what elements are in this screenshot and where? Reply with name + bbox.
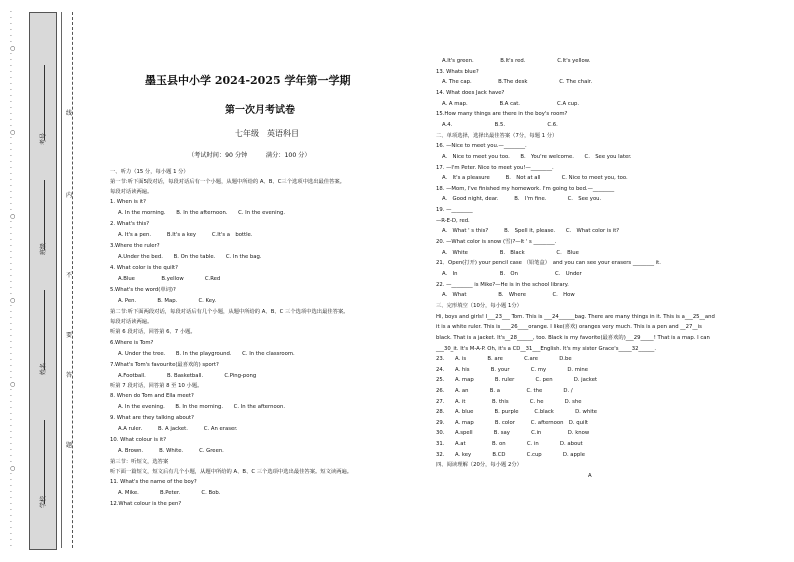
cut-dot: · <box>10 459 12 466</box>
cut-dot: · <box>10 531 12 538</box>
answer-options: A. In the morning. B. In the afternoon. C. In the evening. <box>118 210 286 216</box>
seal-word: 要 <box>66 332 73 339</box>
question-line: 28. A. blue B. purple C.black D. white <box>436 409 598 416</box>
answer-options: A.Under the bed. B. On the table. C. In the bag. <box>118 254 262 260</box>
field-label-name: 姓名 <box>40 362 47 375</box>
answer-options: A.4. B.5. C.6. <box>442 121 558 128</box>
answer-options: A.Blue B.yellow C.Red <box>118 276 221 282</box>
question-line: 27. A. it B. this C. he D. she <box>436 398 582 405</box>
answer-options: A. Pen. B. Map. C. Key. <box>118 298 217 304</box>
cut-dot: · <box>10 357 12 364</box>
question-line: 29. A. map B. color C. afternoon D. quilt <box>436 419 588 426</box>
question-line: 每段对话读两遍。 <box>110 319 153 325</box>
question-line: 第三节：听短文，选答案 <box>110 459 169 465</box>
cut-dot: · <box>10 219 12 226</box>
cut-dot: · <box>10 411 12 418</box>
answer-options: A. A map. B.A cat. C.A cup. <box>442 100 580 107</box>
binding-strip <box>29 12 57 550</box>
cut-dot: · <box>10 435 12 442</box>
cut-dot: · <box>10 519 12 526</box>
question-line: 2. What's this? <box>110 221 150 227</box>
question-line: 24. A. his B. your C. my D. mine <box>436 366 589 373</box>
question-line: 7.What's Tom's favourite(最喜欢的) sport? <box>110 362 219 368</box>
cut-dot: · <box>10 507 12 514</box>
cut-dot: · <box>10 513 12 520</box>
cut-dot: · <box>10 477 12 484</box>
cut-dot: ○ <box>10 465 16 472</box>
cut-dot: · <box>10 117 12 124</box>
cut-dot: ○ <box>10 45 16 52</box>
cut-dot: · <box>10 165 12 172</box>
question-line: 听第 6 段对话，回答第 6、7 小题。 <box>110 329 196 335</box>
dotted-cut-line <box>10 10 18 550</box>
cut-dot: · <box>10 93 12 100</box>
binding-margin <box>0 0 100 562</box>
answer-options: A. What B. Where C. How <box>442 292 575 299</box>
answer-options: A.It's green. B.It's red. C.It's yellow. <box>442 58 591 64</box>
cut-dot: · <box>10 261 12 268</box>
cut-dot: · <box>10 99 12 106</box>
cut-dot: · <box>10 87 12 94</box>
cut-dot: · <box>10 279 12 286</box>
question-line: 15.How many things are there in the boy's room? <box>436 111 568 118</box>
seal-word: 答 <box>66 372 73 379</box>
question-line: 第二节:听下面两段对话，每段对话后有几个小题，从题中所给的 A、B、C 三个选项中选出最佳答案。 <box>110 309 349 315</box>
cut-dot: · <box>10 315 12 322</box>
cut-dot: · <box>10 417 12 424</box>
field-label-school: 学校 <box>40 495 47 508</box>
question-line: 17. —I'm Peter. Nice to meet you!—________. <box>436 164 554 171</box>
cut-dot: · <box>10 195 12 202</box>
cut-dot: · <box>10 189 12 196</box>
passage-label: A <box>588 472 592 479</box>
cut-dot: · <box>10 489 12 496</box>
question-line: 26. A. an B. a C. the D. / <box>436 387 573 394</box>
exam-subject: 七年级 英语科目 <box>235 129 299 138</box>
cut-dot: · <box>10 183 12 190</box>
cut-dot: · <box>10 399 12 406</box>
answer-options: A. In B. On C. Under <box>442 271 582 277</box>
question-line: 18. —Mom, I've finished my homework. I'm going to bed.—________ <box>436 185 615 192</box>
cut-dot: · <box>10 267 12 274</box>
cut-dot: · <box>10 57 12 64</box>
cut-dot: · <box>10 81 12 88</box>
question-line: 第一节:听下面5段对话，每段对话后有一个小题，从题中所给的 A、B、C三个选项中选出最佳答案。 <box>110 179 345 185</box>
cut-dot: ○ <box>10 381 16 388</box>
cut-dot: · <box>10 495 12 502</box>
cut-dot: · <box>10 141 12 148</box>
question-line: 4. What color is the quilt? <box>110 265 178 271</box>
question-line: ___30_it. It's M-A-P. Oh, it's a CD__31___English. It's my sister Grace's_____32______. <box>436 345 657 352</box>
cut-dot: · <box>10 453 12 460</box>
cut-dot: · <box>10 285 12 292</box>
question-line: 听下面一篇短文，短文后有几个小题，从题中所给的 A、B、C 三个选项中选出最佳答案。短文读两遍。 <box>110 469 353 475</box>
cut-dot: · <box>10 273 12 280</box>
cut-dot: ○ <box>10 129 16 136</box>
cut-dot: · <box>10 171 12 178</box>
cut-dot: · <box>10 237 12 244</box>
cut-dot: · <box>10 429 12 436</box>
cut-dot: · <box>10 27 12 34</box>
cut-dot: · <box>10 387 12 394</box>
cut-dot: · <box>10 333 12 340</box>
cut-dot: · <box>10 231 12 238</box>
cut-dot: · <box>10 345 12 352</box>
exam-subtitle: 第一次月考试卷 <box>225 105 295 116</box>
cut-dot: · <box>10 255 12 262</box>
cut-dot: · <box>10 501 12 508</box>
question-line: it is a white ruler. This is____26____orange. I like(喜欢) oranges very much. This is a pen and __27__is <box>436 324 702 331</box>
question-line: 22. —________ is Mike?—He is in the school library. <box>436 281 569 288</box>
cut-dot: · <box>10 405 12 412</box>
question-line: 13. Whats blue? <box>436 68 479 75</box>
answer-options: A. Mike. B.Peter. C. Bob. <box>118 490 221 496</box>
cut-dot: ○ <box>10 213 16 220</box>
question-line: 19. —________ <box>436 207 473 214</box>
cut-dot: · <box>10 177 12 184</box>
cut-dot: · <box>10 51 12 58</box>
cut-dot: · <box>10 9 12 16</box>
cut-dot: · <box>10 105 12 112</box>
question-line: 9. What are they talking about? <box>110 415 194 421</box>
cut-dot: · <box>10 159 12 166</box>
seal-word: 题 <box>66 442 73 449</box>
cut-dot: · <box>10 309 12 316</box>
answer-options: A. White B. Black C. Blue <box>442 249 579 256</box>
question-line: 二、单项选择，选择出最佳答案（7分，每题 1 分） <box>436 132 558 139</box>
question-line: 11. What's the name of the boy? <box>110 479 197 485</box>
question-line: —R-E-D, red. <box>436 217 470 224</box>
cut-dot: · <box>10 147 12 154</box>
cut-dot: · <box>10 201 12 208</box>
answer-options: A. Good night, dear. B. I'm fine. C. See you. <box>442 196 602 203</box>
class-blank[interactable] <box>44 180 45 250</box>
answer-options: A. Under the tree. B. In the playground. C. In the classroom. <box>118 351 295 357</box>
answer-options: A. It's a pleasure B. Not at all C. Nice to meet you, too. <box>442 175 628 182</box>
cut-dot: · <box>10 249 12 256</box>
cut-dot: · <box>10 135 12 142</box>
question-line: 一、听力（15 分，每小题 1 分） <box>110 169 189 175</box>
question-line: 10. What colour is it? <box>110 437 167 443</box>
cut-dot: · <box>10 339 12 346</box>
cut-dot: · <box>10 21 12 28</box>
question-line: 1. When is it? <box>110 199 146 205</box>
cut-dot: · <box>10 369 12 376</box>
cut-dot: · <box>10 33 12 40</box>
cut-dot: · <box>10 423 12 430</box>
question-line: Hi, boys and girls! I___23___ Tom. This is ___24______bag. There are many things in it. This is a___25__and <box>436 313 715 320</box>
field-label-class: 班级 <box>40 242 47 255</box>
cut-dot: · <box>10 69 12 76</box>
cut-dot: · <box>10 225 12 232</box>
question-line: 16. —Nice to meet you.—________. <box>436 143 527 150</box>
question-line: 21．Open(打开) your pencil case （铅笔盒） and you can see your erasers ________ it. <box>436 260 661 267</box>
question-line: 32. A. key B.CD C.cup D. apple <box>436 451 586 458</box>
answer-options: A. Nice to meet you too. B. You're welcome. C. See you later. <box>442 153 632 160</box>
cut-dot: · <box>10 447 12 454</box>
cut-dot: · <box>10 441 12 448</box>
cut-dot: · <box>10 207 12 214</box>
school-blank[interactable] <box>44 420 45 504</box>
cut-dot: · <box>10 39 12 46</box>
cut-dot: · <box>10 483 12 490</box>
cut-dot: · <box>10 351 12 358</box>
question-line: 23. A. is B. are C.are D.be <box>436 356 572 363</box>
question-line: 每段对话读两遍。 <box>110 189 153 195</box>
exam-title: 墨玉县中小学 2024-2025 学年第一学期 <box>145 74 351 87</box>
answer-options: A. What ' s this? B. Spell it, please. C. What color is it? <box>442 228 620 235</box>
cut-dot: · <box>10 243 12 250</box>
cut-dot: · <box>10 363 12 370</box>
cut-dot: ○ <box>10 297 16 304</box>
seal-word: 内 <box>66 192 73 199</box>
question-line: black. That is a jacket. It's__28______, too. Black is my favorite(最喜欢的)___29_____! That is a map. I can <box>436 334 710 341</box>
cut-dot: · <box>10 291 12 298</box>
cut-dot: · <box>10 327 12 334</box>
cut-dot: · <box>10 543 12 550</box>
answer-options: A. It's a pen. B.It's a key C.It's a bottle. <box>118 232 253 238</box>
exam-info: （考试时间：90 分钟 满分：100 分） <box>188 152 311 159</box>
question-line: 三、完形填空（10分，每小题 1分） <box>436 302 522 309</box>
cut-dot: · <box>10 375 12 382</box>
question-line: 3.Where the ruler? <box>110 243 160 249</box>
exam-number-blank[interactable] <box>44 65 45 140</box>
question-line: 四、阅读理解（20分，每小题 2分） <box>436 462 522 469</box>
question-line: 20. —What color is snow (雪)?—It ' s ________. <box>436 239 557 246</box>
cut-dot: · <box>10 153 12 160</box>
answer-options: A. The cap. B.The desk C. The chair. <box>442 79 593 86</box>
answer-options: A. Brown. B. White. C. Green. <box>118 448 224 454</box>
cut-dot: · <box>10 75 12 82</box>
cut-dot: · <box>10 63 12 70</box>
question-line: 8. When do Tom and Ella meet? <box>110 393 194 399</box>
question-line: 14. What does Jack have? <box>436 89 505 96</box>
seal-word: 线 <box>66 110 73 117</box>
question-line: 31. A.at B. on C. in D. about <box>436 440 583 447</box>
cut-dot: · <box>10 471 12 478</box>
answer-options: A.Football. B. Basketball. C.Ping-pong <box>118 373 257 379</box>
cut-dot: · <box>10 537 12 544</box>
cut-dot: · <box>10 321 12 328</box>
question-line: 12.What colour is the pen? <box>110 501 182 507</box>
seal-line <box>72 12 73 548</box>
question-line: 25. A. map B. ruler C. pen D. jacket <box>436 377 598 384</box>
cut-dot: · <box>10 303 12 310</box>
cut-dot: · <box>10 123 12 130</box>
question-line: 30. A.spell B. say C.in D. know <box>436 430 590 437</box>
question-line: 5.What's the word(单词)? <box>110 287 176 293</box>
cut-dot: · <box>10 15 12 22</box>
cut-dot: · <box>10 393 12 400</box>
cut-dot: · <box>10 525 12 532</box>
seal-word: 不 <box>66 272 73 279</box>
binding-line <box>61 12 62 548</box>
question-line: 听第 7 段对话，回答第 8 至 10 小题。 <box>110 383 203 389</box>
answer-options: A. In the evening. B. In the morning. C. In the afternoon. <box>118 404 286 410</box>
answer-options: A.A ruler. B. A jacket. C. An eraser. <box>118 426 238 432</box>
cut-dot: · <box>10 111 12 118</box>
field-label-exam-number: 考号 <box>40 132 47 145</box>
question-line: 6.Where is Tom? <box>110 340 154 346</box>
name-blank[interactable] <box>44 290 45 370</box>
